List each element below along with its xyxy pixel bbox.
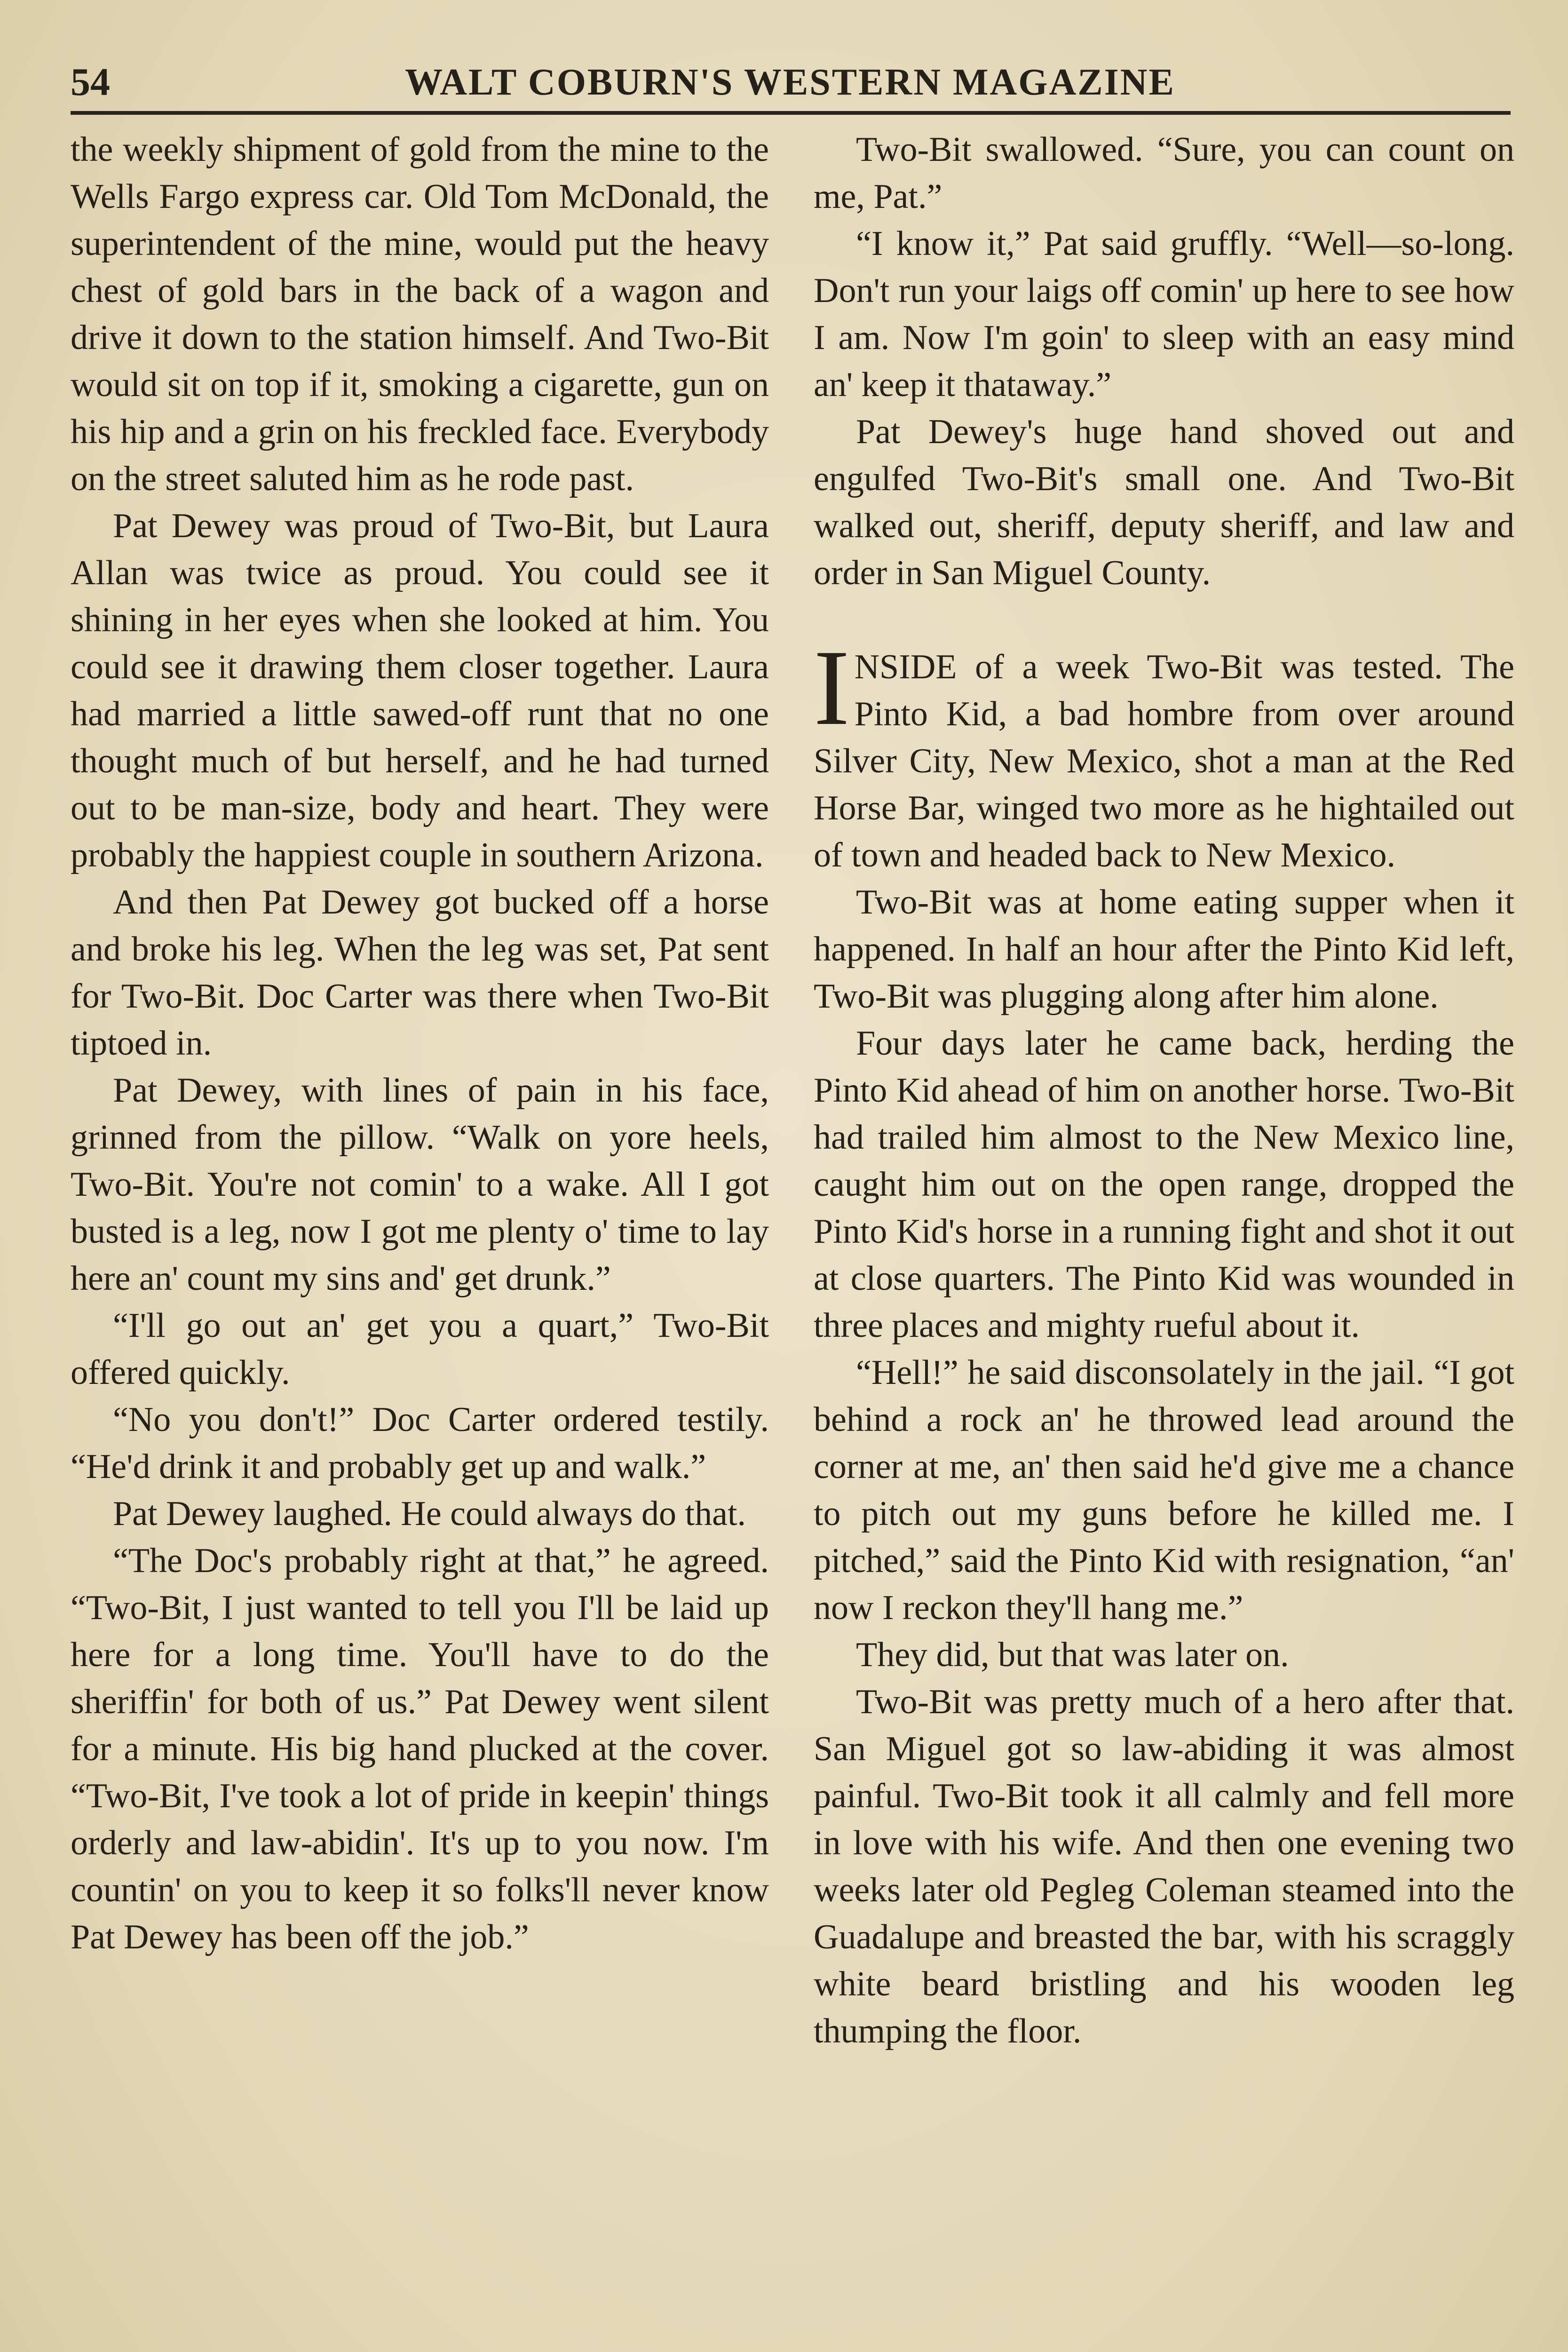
- page-header: [71, 56, 1510, 108]
- paragraph: Pat Dewey, with lines of pain in his face, grinned from the pillow. “Walk on yore heels, Two-Bit. You're not comin' to a wake. All I got busted is a leg, now I got me plenty o' time to lay here an' count my sins and' get drunk.”: [71, 1071, 769, 1298]
- right-column: [814, 126, 1514, 2352]
- left-column: [71, 126, 769, 2352]
- running-head-title: WALT COBURN'S WESTERN MAGAZINE: [405, 62, 1175, 103]
- paragraph: “Hell!” he said disconsolately in the jail. “I got behind a rock an' he throwed lead around the corner at me, an' then said he'd give me a chance to pitch out my guns before he killed me. I pitched,” said the Pinto Kid with resignation, “an' now I reckon they'll hang me.”: [814, 1353, 1514, 1627]
- paragraph: Pat Dewey was proud of Two-Bit, but Laura Allan was twice as proud. You could see it shining in her eyes when she looked at him. You could see it drawing them closer together. Laura had married a little sawed-off runt that no one thought much of but herself, and he had turned out to be man-size, body and heart. They were probably the happiest couple in southern Arizona.: [71, 507, 769, 874]
- paragraph: “I know it,” Pat said gruffly. “Well—so-long. Don't run your laigs off comin' up here to see how I am. Now I'm goin' to sleep with an easy mind an' keep it thataway.”: [814, 224, 1514, 404]
- section-opening-paragraph: [814, 628, 1514, 879]
- header-rule: [71, 111, 1511, 115]
- drop-cap: I: [814, 628, 850, 747]
- paragraph: the weekly shipment of gold from the mine to the Wells Fargo express car. Old Tom McDonald, the superintendent of the mine, would put the heavy chest of gold bars in the back of a wagon and drive it down to the station himself. And Two-Bit would sit on top if it, smoking a cigarette, gun on his hip and a grin on his freckled face. Everybody on the street saluted him as he rode past.: [71, 130, 769, 498]
- paragraph: Two-Bit was pretty much of a hero after that. San Miguel got so law-abiding it was almost painful. Two-Bit took it all calmly and fell more in love with his wife. And then one evening two weeks later old Pegleg Coleman steamed into the Guadalupe and breasted the bar, with his scraggly white beard bristling and his wooden leg thumping the floor.: [814, 1683, 1514, 2050]
- paragraph: Pat Dewey laughed. He could always do that.: [113, 1494, 746, 1533]
- paragraph: Two-Bit was at home eating supper when it happened. In half an hour after the Pinto Kid left, Two-Bit was plugging along after him alone.: [814, 883, 1514, 1016]
- paragraph: Pat Dewey's huge hand shoved out and engulfed Two-Bit's small one. And Two-Bit walked out, sheriff, deputy sheriff, and law and order in San Miguel County.: [814, 413, 1514, 592]
- paragraph: “I'll go out an' get you a quart,” Two-Bit offered quickly.: [71, 1306, 769, 1392]
- paragraph: Two-Bit swallowed. “Sure, you can count on me, Pat.”: [814, 130, 1514, 216]
- paragraph: They did, but that was later on.: [856, 1636, 1289, 1674]
- paragraph: “The Doc's probably right at that,” he agreed. “Two-Bit, I just wanted to tell you I'll be laid up here for a long time. You'll have to do the sheriffin' for both of us.” Pat Dewey went silent for a minute. His big hand plucked at the cover. “Two-Bit, I've took a lot of pride in keepin' things orderly and law-abidin'. It's up to you now. I'm countin' on you to keep it so folks'll never know Pat Dewey has been off the job.”: [71, 1542, 769, 1956]
- paragraph: “No you don't!” Doc Carter ordered testily. “He'd drink it and probably get up and walk.”: [71, 1400, 769, 1486]
- section-opening-text: NSIDE of a week Two-Bit was tested. The Pinto Kid, a bad hombre from over around Silver City, New Mexico, shot a man at the Red Horse Bar, winged two more as he hightailed out of town and headed back to New Mexico.: [814, 648, 1514, 874]
- paragraph: And then Pat Dewey got bucked off a horse and broke his leg. When the leg was set, Pat sent for Two-Bit. Doc Carter was there when Two-Bit tiptoed in.: [71, 883, 769, 1063]
- page-number: 54: [71, 60, 110, 104]
- paragraph: Four days later he came back, herding the Pinto Kid ahead of him on another horse. Two-Bit had trailed him almost to the New Mexico line, caught him out on the open range, dropped the Pinto Kid's horse in a running fight and shot it out at close quarters. The Pinto Kid was wounded in three places and mighty rueful about it.: [814, 1024, 1514, 1345]
